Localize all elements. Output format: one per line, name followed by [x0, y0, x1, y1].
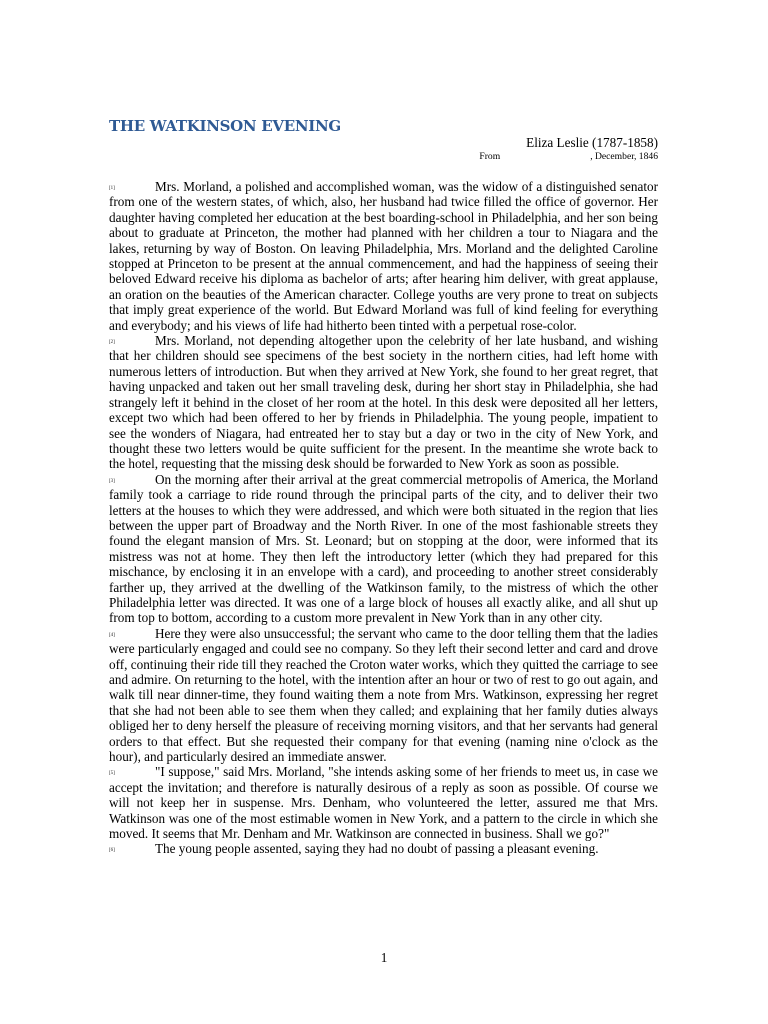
paragraph-number: [1] [109, 186, 115, 191]
paragraph-5 [109, 764, 658, 841]
paragraph-4 [109, 626, 658, 765]
source-from: From [479, 151, 501, 162]
paragraph-number: [5] [109, 771, 115, 777]
document-title: THE WATKINSON EVENING [109, 117, 341, 135]
paragraph-text: Mrs. Morland, a polished and accomplished woman, was the widow of a distinguished senator from one of the western states, of which, also, her husband had twice filled the office of governor. Her daughter having completed her education at the best boarding-school in Philadelphia, and her son being about to graduate at Princeton, the mother had planned with her children a tour to Niagara and the lakes, returning by way of Boston. On leaving Philadelphia, Mrs. Morland and the delighted Caroline stopped at Princeton to be present at the annual commencement, and had the happiness of seeing their beloved Edward receive his diploma as bachelor of arts; after hearing him deliver, with great applause, an oration on the beauties of the American character. College youths are very prone to treat on subjects that imply great experience of the world. But Edward Morland was full of kind feeling for everything and everybody; and his views of life had hitherto been tinted with a perpetual rose-color. [109, 179, 658, 333]
paragraph-text: "I suppose," said Mrs. Morland, "she intends asking some of her friends to meet us, in case we accept the invitation; and therefore is naturally desirous of a reply as soon as possible. Of course we will not keep her in suspense. Mrs. Denham, who volunteered the letter, assured me that Mrs. Watkinson was one of the most estimable women in New York, and a pattern to the circle in which she moved. It seems that Mr. Denham and Mr. Watkinson are connected in business. Shall we go?" [109, 764, 658, 842]
paragraph-3 [109, 472, 658, 626]
paragraph-text: Here they were also unsuccessful; the servant who came to the door telling them that the ladies were particularly engaged and could see no company. So they left their second letter and card and drove off, continuing their ride till they reached the Croton water works, which they quitted the carriage to see and admire. On returning to the hotel, with the intention after an hour or two of rest to go out again, and walk till near dinner-time, they found waiting them a note from Mrs. Watkinson, expressing her regret that she had not been able to see them when they called; and explaining that her family duties always obliged her to deny herself the pleasure of receiving morning visitors, and that her servants had general orders to that effect. But she requested their company for that evening (naming nine o'clock as the hour), and particularly desired an immediate answer. [109, 625, 658, 765]
paragraph-text: On the morning after their arrival at the great commercial metropolis of America, the Morland family took a carriage to ride round through the principal parts of the city, and to deliver their two letters at the houses to which they were addressed, and which were both situated in the region that lies between the upper part of Broadway and the North River. In one of the most fashionable streets they found the elegant mansion of Mrs. St. Leonard; but on stopping at the door, were informed that its mistress was not at home. They then left the introductory letter (which they had prepared for this mischance, by enclosing it in an envelope with a card), and proceeding to another street considerably farther up, they arrived at the dwelling of the Watkinson family, to the mistress of which the other Philadelphia letter was directed. It was one of a large block of houses all exactly alike, and all shut up from top to bottom, according to a custom more prevalent in New York than in any other city. [109, 471, 658, 626]
source-line [109, 151, 658, 163]
paragraph-1 [109, 179, 658, 333]
author-line: Eliza Leslie (1787-1858) [526, 135, 658, 150]
paragraph-number: [2] [109, 340, 115, 346]
body-text [109, 179, 658, 857]
paragraph-2 [109, 333, 658, 472]
source-date: , December, 1846 [590, 151, 658, 162]
paragraph-text: The young people assented, saying they had no doubt of passing a pleasant evening. [155, 841, 599, 857]
paragraph-6 [109, 841, 658, 856]
paragraph-number: [6] [109, 848, 115, 854]
page-number: 1 [380, 950, 388, 965]
paragraph-number: [3] [109, 478, 115, 484]
paragraph-number: [4] [109, 632, 115, 638]
document-page [109, 116, 658, 857]
paragraph-text: Mrs. Morland, not depending altogether upon the celebrity of her late husband, and wishing that her children should see specimens of the best society in the northern cities, had left home with numerous letters of introduction. But when they arrived at New York, she found to her great regret, that having unpacked and taken out her small traveling desk, during her short stay in Philadelphia, she had strangely left it behind in the closet of her room at the hotel. In this desk were deposited all her letters, except two which had been offered to her by friends in Philadelphia. The young people, impatient to see the wonders of Niagara, had entreated her to stay but a day or two in the city of New York, and thought these two letters would be quite sufficient for the present. In the meantime she wrote back to the hotel, requesting that the missing desk should be forwarded to New York as soon as possible. [109, 333, 658, 472]
